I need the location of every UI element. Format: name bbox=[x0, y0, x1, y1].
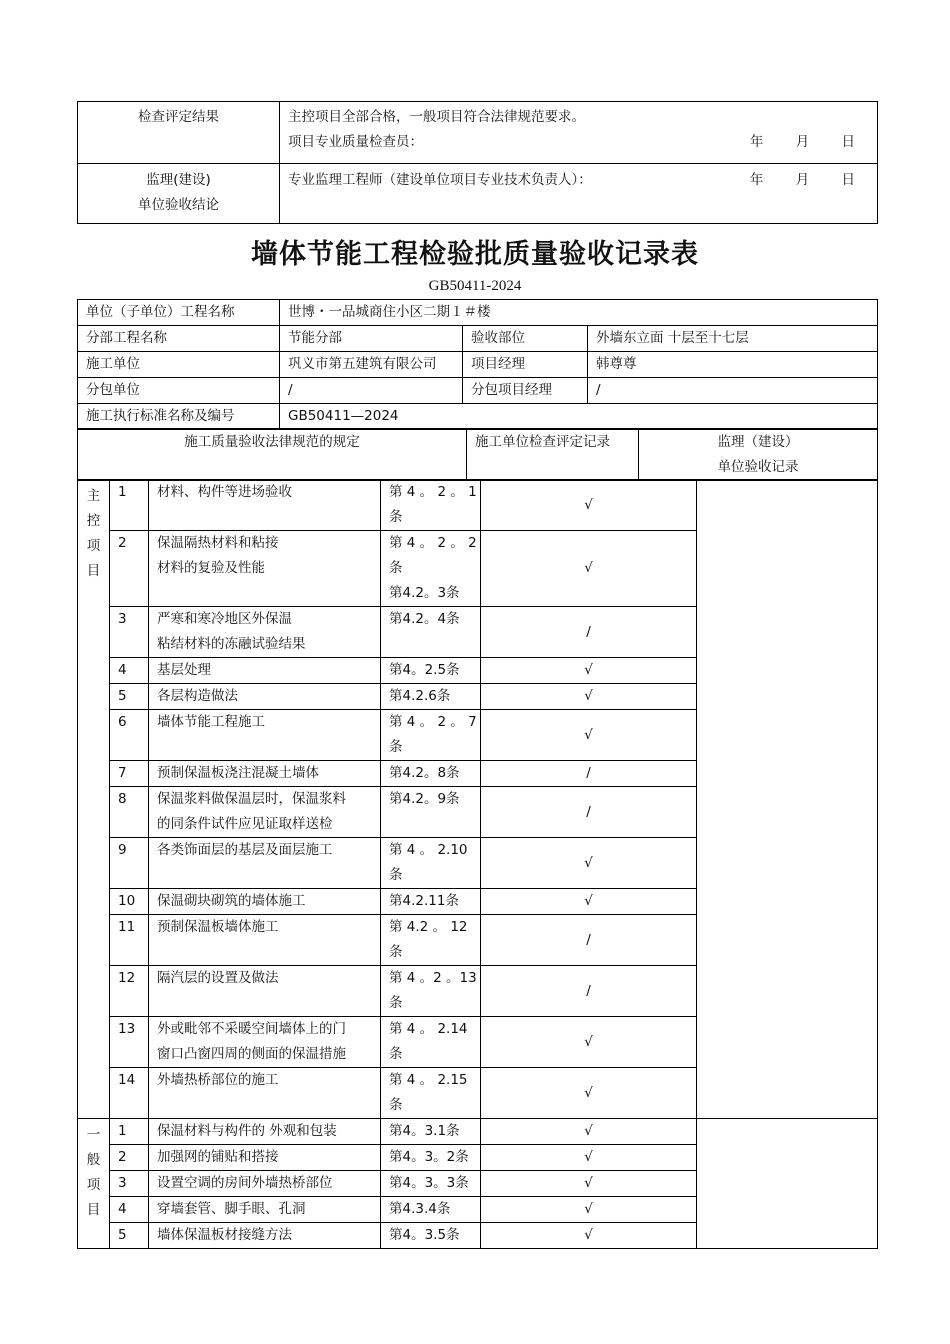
evaluation-result-cell bbox=[280, 102, 878, 164]
item-name-line: 各类饰面层的基层及面层施工 bbox=[157, 842, 333, 858]
standard-code: GB50411-2024 bbox=[428, 278, 522, 294]
sub-pm-label: 分包项目经理 bbox=[463, 378, 588, 404]
item-name-line: 加强网的铺贴和搭接 bbox=[157, 1149, 279, 1165]
general-items-label bbox=[78, 1119, 110, 1249]
item-number: 6 bbox=[110, 710, 149, 761]
project-info-table bbox=[77, 299, 878, 430]
item-name-line: 保温砌块砌筑的墙体施工 bbox=[157, 893, 306, 909]
section-label-char: 目 bbox=[86, 563, 101, 579]
item-number: 5 bbox=[110, 1223, 149, 1249]
item-check-result: √ bbox=[481, 838, 697, 889]
item-check-result: √ bbox=[481, 1068, 697, 1119]
evaluation-result-label-text: 检查评定结果 bbox=[138, 109, 219, 125]
item-row bbox=[78, 480, 878, 531]
item-name bbox=[149, 838, 381, 889]
item-name-line: 窗口凸窗四周的侧面的保温措施 bbox=[157, 1046, 346, 1062]
item-clause bbox=[381, 1197, 481, 1223]
supervision-conclusion-label bbox=[78, 164, 280, 224]
spec-header-table bbox=[77, 428, 878, 481]
item-name bbox=[149, 1197, 381, 1223]
item-clause-line: 条 bbox=[389, 1097, 403, 1113]
item-name-line: 保温隔热材料和粘接 bbox=[157, 535, 279, 551]
item-check-result: / bbox=[481, 761, 697, 787]
item-clause bbox=[381, 1119, 481, 1145]
item-clause-line: 第 4 。 2.14 bbox=[389, 1021, 468, 1037]
item-check-result: √ bbox=[481, 889, 697, 915]
item-name bbox=[149, 1171, 381, 1197]
item-clause bbox=[381, 761, 481, 787]
item-clause bbox=[381, 684, 481, 710]
constructor-label: 施工单位 bbox=[78, 352, 280, 378]
supervision-conclusion-cell bbox=[280, 164, 878, 224]
item-name bbox=[149, 889, 381, 915]
item-number: 4 bbox=[110, 1197, 149, 1223]
item-number: 5 bbox=[110, 684, 149, 710]
item-clause bbox=[381, 1017, 481, 1068]
item-clause-line: 条 bbox=[389, 560, 403, 576]
evaluation-result-text: 主控项目全部合格，一般项目符合法律规范要求。 bbox=[288, 109, 585, 125]
supervisor-date bbox=[722, 168, 855, 193]
item-check-result: √ bbox=[481, 658, 697, 684]
constructor-value: 巩义市第五建筑有限公司 bbox=[280, 352, 463, 378]
item-clause bbox=[381, 1171, 481, 1197]
item-check-result: √ bbox=[481, 1223, 697, 1249]
item-clause-line: 条 bbox=[389, 867, 403, 883]
item-number: 11 bbox=[110, 915, 149, 966]
items-table bbox=[77, 479, 878, 1249]
item-name-line: 基层处理 bbox=[157, 662, 211, 678]
item-name-line: 墙体保温板材接缝方法 bbox=[157, 1227, 292, 1243]
item-clause-line: 第4。3。2条 bbox=[389, 1149, 469, 1165]
item-name-line: 外墙热桥部位的施工 bbox=[157, 1072, 279, 1088]
item-clause-line: 第 4 。 2.15 bbox=[389, 1072, 468, 1088]
item-name bbox=[149, 710, 381, 761]
item-clause-line: 条 bbox=[389, 739, 403, 755]
item-clause bbox=[381, 787, 481, 838]
item-check-result: √ bbox=[481, 710, 697, 761]
item-name-line: 各层构造做法 bbox=[157, 688, 238, 704]
sub-project-value: 节能分部 bbox=[280, 326, 463, 352]
date-day: 日 bbox=[841, 172, 855, 188]
item-check-result: √ bbox=[481, 1145, 697, 1171]
item-clause bbox=[381, 915, 481, 966]
supervision-record-cell bbox=[697, 1119, 878, 1249]
item-name bbox=[149, 480, 381, 531]
item-number: 9 bbox=[110, 838, 149, 889]
item-clause-line: 第 4 。2 。13 bbox=[389, 970, 477, 986]
item-name-line: 穿墙套管、脚手眼、孔洞 bbox=[157, 1201, 306, 1217]
item-name bbox=[149, 1119, 381, 1145]
project-manager-value: 韩尊尊 bbox=[588, 352, 878, 378]
unit-project-value: 世博・一品城商住小区二期１＃楼 bbox=[280, 300, 878, 326]
item-number: 3 bbox=[110, 607, 149, 658]
date-year: 年 bbox=[749, 172, 764, 188]
item-clause-line: 第4。2.5条 bbox=[389, 662, 460, 678]
item-number: 14 bbox=[110, 1068, 149, 1119]
item-clause-line: 条 bbox=[389, 1046, 403, 1062]
item-name-line: 严寒和寒冷地区外保温 bbox=[157, 611, 292, 627]
item-clause-line: 第4.3.4条 bbox=[389, 1201, 451, 1217]
item-clause-line: 条 bbox=[389, 995, 403, 1011]
item-number: 10 bbox=[110, 889, 149, 915]
item-clause-line: 第4.2。3条 bbox=[389, 585, 460, 601]
item-name bbox=[149, 1068, 381, 1119]
date-day: 日 bbox=[841, 134, 855, 150]
item-clause-line: 第4。3.1条 bbox=[389, 1123, 460, 1139]
item-clause bbox=[381, 658, 481, 684]
item-number: 2 bbox=[110, 1145, 149, 1171]
item-name-line: 材料的复验及性能 bbox=[157, 560, 265, 576]
item-check-result: √ bbox=[481, 480, 697, 531]
item-name bbox=[149, 966, 381, 1017]
item-name bbox=[149, 607, 381, 658]
item-name-line: 墙体节能工程施工 bbox=[157, 714, 265, 730]
item-clause-line: 第4。3.5条 bbox=[389, 1227, 460, 1243]
section-label-char: 项 bbox=[86, 538, 101, 554]
item-check-result: / bbox=[481, 966, 697, 1017]
item-check-result: / bbox=[481, 787, 697, 838]
item-clause bbox=[381, 531, 481, 607]
item-number: 1 bbox=[110, 480, 149, 531]
item-check-result: √ bbox=[481, 1171, 697, 1197]
supervision-label-line1: 监理(建设) bbox=[146, 172, 211, 188]
item-name-line: 材料、构件等进场验收 bbox=[157, 484, 292, 500]
subcontractor-value: / bbox=[280, 378, 463, 404]
section-label-char: 项 bbox=[86, 1177, 101, 1193]
standard-label: 施工执行标准名称及编号 bbox=[78, 404, 280, 430]
item-check-result: / bbox=[481, 915, 697, 966]
supervision-header-line1: 监理（建设） bbox=[717, 434, 799, 450]
item-row bbox=[78, 1119, 878, 1145]
item-clause-line: 第 4 。 2 。 1 bbox=[389, 484, 477, 500]
item-name bbox=[149, 658, 381, 684]
item-clause-line: 第4。3。3条 bbox=[389, 1175, 469, 1191]
supervisor-engineer-label: 专业监理工程师（建设单位项目专业技术负责人）： bbox=[288, 172, 592, 188]
sub-project-label: 分部工程名称 bbox=[78, 326, 280, 352]
main-control-items-label bbox=[78, 480, 110, 1119]
page-title: 墙体节能工程检验批质量验收记录表 bbox=[251, 239, 699, 270]
supervision-header-line2: 单位验收记录 bbox=[717, 459, 799, 475]
item-clause-line: 第4.2。9条 bbox=[389, 791, 460, 807]
item-name-line: 外或毗邻不采暖空间墙体上的门 bbox=[157, 1021, 346, 1037]
supervision-record-cell bbox=[697, 480, 878, 1119]
item-name-line: 设置空调的房间外墙热桥部位 bbox=[157, 1175, 333, 1191]
item-clause-line: 条 bbox=[389, 509, 403, 525]
section-label-char: 目 bbox=[86, 1202, 101, 1218]
item-name-line: 的同条件试件应见证取样送检 bbox=[157, 816, 333, 832]
item-number: 1 bbox=[110, 1119, 149, 1145]
item-clause bbox=[381, 1068, 481, 1119]
item-clause-line: 第 4.2 。 12 bbox=[389, 919, 468, 935]
item-check-result: √ bbox=[481, 531, 697, 607]
item-check-result: √ bbox=[481, 1017, 697, 1068]
item-clause bbox=[381, 1223, 481, 1249]
section-label-char: 一 bbox=[86, 1127, 101, 1143]
supervision-label-line2: 单位验收结论 bbox=[138, 197, 219, 213]
standard-value: GB50411—2024 bbox=[280, 404, 878, 430]
item-number: 2 bbox=[110, 531, 149, 607]
item-check-result: √ bbox=[481, 1119, 697, 1145]
item-name-line: 隔汽层的设置及做法 bbox=[157, 970, 279, 986]
acceptance-part-value: 外墙东立面 十层至十七层 bbox=[588, 326, 878, 352]
spec-header: 施工质量验收法律规范的规定 bbox=[78, 429, 467, 481]
section-label-char: 主 bbox=[86, 488, 101, 504]
item-name bbox=[149, 531, 381, 607]
inspector-date bbox=[722, 130, 855, 155]
item-number: 3 bbox=[110, 1171, 149, 1197]
item-name bbox=[149, 1223, 381, 1249]
item-name bbox=[149, 787, 381, 838]
item-clause-line: 条 bbox=[389, 944, 403, 960]
item-number: 12 bbox=[110, 966, 149, 1017]
item-number: 7 bbox=[110, 761, 149, 787]
item-clause bbox=[381, 838, 481, 889]
check-record-header: 施工单位检查评定记录 bbox=[467, 429, 639, 481]
item-clause-line: 第 4 。 2 。 7 bbox=[389, 714, 477, 730]
item-clause-line: 第4.2。4条 bbox=[389, 611, 460, 627]
item-clause bbox=[381, 480, 481, 531]
item-clause-line: 第4.2。8条 bbox=[389, 765, 460, 781]
item-clause-line: 第 4 。 2.10 bbox=[389, 842, 468, 858]
item-name-line: 预制保温板浇注混凝土墙体 bbox=[157, 765, 319, 781]
evaluation-result-label bbox=[78, 102, 280, 164]
item-check-result: √ bbox=[481, 684, 697, 710]
item-clause bbox=[381, 710, 481, 761]
item-clause-line: 第4.2.11条 bbox=[389, 893, 459, 909]
item-name bbox=[149, 915, 381, 966]
supervision-record-header bbox=[639, 429, 878, 481]
item-name-line: 粘结材料的冻融试验结果 bbox=[157, 636, 306, 652]
item-name bbox=[149, 1145, 381, 1171]
item-name-line: 保温浆料做保温层时，保温浆料 bbox=[157, 791, 346, 807]
item-clause bbox=[381, 889, 481, 915]
date-month: 月 bbox=[795, 172, 810, 188]
item-check-result: √ bbox=[481, 1197, 697, 1223]
item-name-line: 预制保温板墙体施工 bbox=[157, 919, 279, 935]
item-clause-line: 第 4 。 2 。 2 bbox=[389, 535, 477, 551]
item-clause bbox=[381, 966, 481, 1017]
evaluation-table bbox=[77, 101, 878, 224]
item-number: 8 bbox=[110, 787, 149, 838]
section-label-char: 控 bbox=[86, 513, 101, 529]
item-number: 13 bbox=[110, 1017, 149, 1068]
sub-pm-value: / bbox=[588, 378, 878, 404]
unit-project-label: 单位（子单位）工程名称 bbox=[78, 300, 280, 326]
subcontractor-label: 分包单位 bbox=[78, 378, 280, 404]
project-manager-label: 项目经理 bbox=[463, 352, 588, 378]
date-month: 月 bbox=[795, 134, 810, 150]
item-number: 4 bbox=[110, 658, 149, 684]
item-name bbox=[149, 1017, 381, 1068]
item-clause bbox=[381, 607, 481, 658]
item-name bbox=[149, 684, 381, 710]
item-clause bbox=[381, 1145, 481, 1171]
acceptance-part-label: 验收部位 bbox=[463, 326, 588, 352]
item-clause-line: 第4.2.6条 bbox=[389, 688, 451, 704]
section-label-char: 般 bbox=[86, 1152, 101, 1168]
date-year: 年 bbox=[749, 134, 764, 150]
item-name bbox=[149, 761, 381, 787]
item-name-line: 保温材料与构件的 外观和包装 bbox=[157, 1123, 337, 1139]
quality-inspector-label: 项目专业质量检查员： bbox=[288, 134, 423, 150]
item-check-result: / bbox=[481, 607, 697, 658]
